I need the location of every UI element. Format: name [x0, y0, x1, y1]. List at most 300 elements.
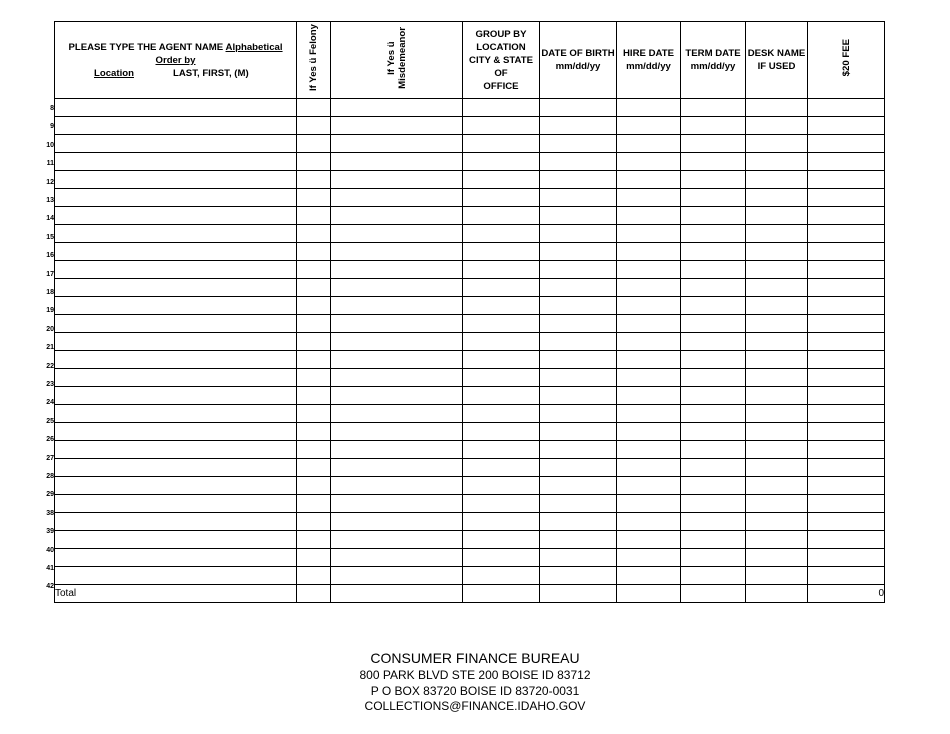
entry-cell[interactable]	[331, 369, 463, 387]
entry-cell[interactable]	[331, 279, 463, 297]
group-label-4: OFFICE	[483, 80, 519, 92]
entry-cell[interactable]	[463, 567, 540, 585]
entry-cell[interactable]	[540, 477, 617, 495]
entry-cell[interactable]	[540, 207, 617, 225]
entry-cell[interactable]	[617, 423, 681, 441]
entry-cell[interactable]	[297, 369, 331, 387]
entry-cell[interactable]	[55, 549, 297, 567]
entry-cell[interactable]	[540, 423, 617, 441]
entry-cell[interactable]	[540, 351, 617, 369]
entry-cell[interactable]	[540, 567, 617, 585]
entry-cell[interactable]	[55, 441, 297, 459]
entry-cell[interactable]	[681, 567, 746, 585]
row-number: 26	[46, 436, 54, 444]
entry-cell[interactable]	[617, 459, 681, 477]
entry-cell[interactable]	[297, 549, 331, 567]
entry-cell[interactable]	[540, 459, 617, 477]
entry-cell[interactable]	[331, 315, 463, 333]
dob-label: DATE OF BIRTH	[541, 48, 615, 59]
entry-cell[interactable]	[808, 171, 885, 189]
entry-cell[interactable]	[55, 207, 297, 225]
entry-cell[interactable]	[463, 495, 540, 513]
entry-cell[interactable]	[808, 387, 885, 405]
entry-cell[interactable]	[297, 171, 331, 189]
fee-label: $20 FEE	[840, 39, 852, 77]
header-hire-date	[617, 22, 681, 99]
table-row	[55, 567, 885, 585]
entry-cell[interactable]	[808, 225, 885, 243]
entry-cell[interactable]	[681, 117, 746, 135]
table-row	[55, 99, 885, 117]
total-cell	[540, 585, 617, 603]
entry-cell[interactable]	[681, 315, 746, 333]
entry-cell[interactable]	[331, 207, 463, 225]
entry-cell[interactable]	[463, 351, 540, 369]
entry-cell[interactable]	[55, 99, 297, 117]
total-cell	[617, 585, 681, 603]
row-number: 13	[46, 197, 54, 204]
entry-cell[interactable]	[55, 225, 297, 243]
group-label-3: CITY & STATE OF	[469, 54, 533, 79]
total-label: Total	[55, 585, 297, 603]
table-row	[55, 405, 885, 423]
entry-cell[interactable]	[297, 225, 331, 243]
table-row	[55, 513, 885, 531]
entry-cell[interactable]	[746, 369, 808, 387]
entry-cell[interactable]	[746, 207, 808, 225]
entry-cell[interactable]	[55, 567, 297, 585]
entry-cell[interactable]	[297, 279, 331, 297]
entry-cell[interactable]	[463, 531, 540, 549]
row-number: 28	[46, 473, 54, 480]
entry-cell[interactable]	[617, 405, 681, 423]
entry-cell[interactable]	[463, 333, 540, 351]
entry-cell[interactable]	[617, 171, 681, 189]
entry-cell[interactable]	[808, 333, 885, 351]
entry-cell[interactable]	[331, 261, 463, 279]
row-number: 42	[46, 583, 54, 591]
entry-cell[interactable]	[681, 351, 746, 369]
entry-cell[interactable]	[297, 351, 331, 369]
entry-cell[interactable]	[463, 207, 540, 225]
entry-cell[interactable]	[540, 153, 617, 171]
entry-cell[interactable]	[808, 351, 885, 369]
table-row	[55, 135, 885, 153]
entry-cell[interactable]	[331, 135, 463, 153]
entry-cell[interactable]	[297, 315, 331, 333]
entry-cell[interactable]	[808, 369, 885, 387]
header-term-date	[681, 22, 746, 99]
entry-cell[interactable]	[617, 549, 681, 567]
entry-cell[interactable]	[617, 495, 681, 513]
header-date-of-birth	[540, 22, 617, 99]
entry-cell[interactable]	[55, 477, 297, 495]
entry-cell[interactable]	[297, 207, 331, 225]
entry-cell[interactable]	[681, 225, 746, 243]
entry-cell[interactable]	[681, 549, 746, 567]
entry-cell[interactable]	[331, 423, 463, 441]
entry-cell[interactable]	[463, 513, 540, 531]
entry-cell[interactable]	[331, 549, 463, 567]
entry-cell[interactable]	[808, 513, 885, 531]
table-row	[55, 225, 885, 243]
entry-cell[interactable]	[808, 279, 885, 297]
entry-cell[interactable]	[617, 297, 681, 315]
entry-cell[interactable]	[463, 441, 540, 459]
entry-cell[interactable]	[297, 441, 331, 459]
table-row	[55, 189, 885, 207]
row-number: 17	[46, 270, 54, 278]
entry-cell[interactable]	[617, 387, 681, 405]
entry-cell[interactable]	[540, 189, 617, 207]
entry-cell[interactable]	[808, 441, 885, 459]
entry-cell[interactable]	[55, 513, 297, 531]
entry-cell[interactable]	[808, 315, 885, 333]
entry-cell[interactable]	[331, 405, 463, 423]
entry-cell[interactable]	[746, 477, 808, 495]
entry-cell[interactable]	[681, 207, 746, 225]
entry-cell[interactable]	[808, 531, 885, 549]
entry-cell[interactable]	[617, 189, 681, 207]
header-misdemeanor	[331, 22, 463, 99]
entry-cell[interactable]	[681, 279, 746, 297]
entry-cell[interactable]	[540, 495, 617, 513]
entry-cell[interactable]	[463, 279, 540, 297]
entry-cell[interactable]	[746, 153, 808, 171]
entry-cell[interactable]	[463, 549, 540, 567]
entry-cell[interactable]	[746, 423, 808, 441]
entry-cell[interactable]	[746, 387, 808, 405]
entry-cell[interactable]	[463, 225, 540, 243]
entry-cell[interactable]	[55, 387, 297, 405]
entry-cell[interactable]	[808, 261, 885, 279]
entry-cell[interactable]	[617, 567, 681, 585]
entry-cell[interactable]	[746, 495, 808, 513]
entry-cell[interactable]	[540, 549, 617, 567]
entry-cell[interactable]	[55, 315, 297, 333]
entry-cell[interactable]	[617, 315, 681, 333]
entry-cell[interactable]	[540, 135, 617, 153]
entry-cell[interactable]	[331, 441, 463, 459]
entry-cell[interactable]	[297, 387, 331, 405]
entry-cell[interactable]	[746, 351, 808, 369]
entry-cell[interactable]	[297, 117, 331, 135]
entry-cell[interactable]	[297, 423, 331, 441]
entry-cell[interactable]	[681, 261, 746, 279]
entry-cell[interactable]	[297, 189, 331, 207]
entry-cell[interactable]	[55, 279, 297, 297]
entry-cell[interactable]	[617, 135, 681, 153]
entry-cell[interactable]	[540, 531, 617, 549]
header-agent-name	[55, 22, 297, 99]
entry-cell[interactable]	[617, 477, 681, 495]
entry-cell[interactable]	[331, 333, 463, 351]
agent-form	[54, 21, 885, 603]
entry-cell[interactable]	[297, 513, 331, 531]
entry-cell[interactable]	[463, 423, 540, 441]
entry-cell[interactable]	[617, 531, 681, 549]
hire-label: HIRE DATE	[623, 48, 674, 59]
entry-cell[interactable]	[808, 99, 885, 117]
row-number: 22	[46, 362, 54, 370]
entry-cell[interactable]	[55, 459, 297, 477]
entry-cell[interactable]	[746, 567, 808, 585]
term-format: mm/dd/yy	[690, 61, 736, 72]
entry-cell[interactable]	[297, 531, 331, 549]
entry-cell[interactable]	[746, 225, 808, 243]
entry-cell[interactable]	[746, 513, 808, 531]
entry-cell[interactable]	[55, 153, 297, 171]
row-number: 14	[46, 215, 54, 223]
entry-cell[interactable]	[463, 153, 540, 171]
desk-format: IF USED	[757, 61, 796, 72]
entry-cell[interactable]	[331, 567, 463, 585]
row-number: 8	[50, 105, 54, 112]
entry-cell[interactable]	[331, 477, 463, 495]
entry-cell[interactable]	[681, 405, 746, 423]
entry-cell[interactable]	[617, 117, 681, 135]
term-label: TERM DATE	[685, 48, 741, 59]
entry-cell[interactable]	[331, 531, 463, 549]
row-number: 18	[46, 289, 54, 296]
entry-cell[interactable]	[746, 459, 808, 477]
entry-cell[interactable]	[540, 243, 617, 261]
entry-cell[interactable]	[463, 189, 540, 207]
entry-cell[interactable]	[681, 99, 746, 117]
entry-cell[interactable]	[331, 495, 463, 513]
entry-cell[interactable]	[540, 513, 617, 531]
entry-cell[interactable]	[746, 531, 808, 549]
entry-cell[interactable]	[746, 189, 808, 207]
entry-cell[interactable]	[331, 459, 463, 477]
entry-cell[interactable]	[297, 297, 331, 315]
entry-cell[interactable]	[55, 117, 297, 135]
entry-cell[interactable]	[617, 333, 681, 351]
entry-cell[interactable]	[331, 513, 463, 531]
entry-cell[interactable]	[297, 477, 331, 495]
entry-cell[interactable]	[55, 423, 297, 441]
entry-cell[interactable]	[681, 333, 746, 351]
entry-cell[interactable]	[55, 171, 297, 189]
header-row	[55, 22, 885, 99]
table-row	[55, 243, 885, 261]
entry-cell[interactable]	[617, 207, 681, 225]
entry-cell[interactable]	[540, 441, 617, 459]
entry-cell[interactable]	[746, 405, 808, 423]
entry-cell[interactable]	[297, 99, 331, 117]
header-felony	[297, 22, 331, 99]
entry-cell[interactable]	[617, 153, 681, 171]
entry-cell[interactable]	[746, 297, 808, 315]
entry-cell[interactable]	[331, 243, 463, 261]
entry-cell[interactable]	[746, 315, 808, 333]
entry-cell[interactable]	[331, 117, 463, 135]
bureau-title: CONSUMER FINANCE BUREAU	[370, 650, 580, 666]
entry-cell[interactable]	[463, 243, 540, 261]
entry-cell[interactable]	[463, 261, 540, 279]
entry-cell[interactable]	[540, 171, 617, 189]
entry-cell[interactable]	[746, 261, 808, 279]
entry-cell[interactable]	[808, 405, 885, 423]
row-number: 29	[46, 491, 54, 499]
entry-cell[interactable]	[463, 459, 540, 477]
entry-cell[interactable]	[681, 171, 746, 189]
entry-cell[interactable]	[540, 333, 617, 351]
entry-cell[interactable]	[617, 351, 681, 369]
entry-cell[interactable]	[463, 135, 540, 153]
row-number: 38	[46, 509, 54, 517]
entry-cell[interactable]	[540, 117, 617, 135]
entry-cell[interactable]	[540, 261, 617, 279]
row-number: 39	[46, 528, 54, 536]
entry-cell[interactable]	[808, 243, 885, 261]
entry-cell[interactable]	[681, 459, 746, 477]
entry-cell[interactable]	[463, 297, 540, 315]
entry-cell[interactable]	[681, 441, 746, 459]
table-row	[55, 441, 885, 459]
entry-cell[interactable]	[55, 405, 297, 423]
agent-prefix: PLEASE TYPE THE AGENT NAME	[68, 41, 226, 53]
entry-cell[interactable]	[746, 243, 808, 261]
entry-cell[interactable]	[540, 369, 617, 387]
entry-cell[interactable]	[808, 135, 885, 153]
bureau-address-2: P O BOX 83720 BOISE ID 83720-0031	[370, 683, 580, 698]
table-row	[55, 459, 885, 477]
entry-cell[interactable]	[808, 153, 885, 171]
entry-cell[interactable]	[746, 441, 808, 459]
bureau-footer	[0, 648, 950, 715]
entry-cell[interactable]	[681, 495, 746, 513]
entry-cell[interactable]	[297, 135, 331, 153]
entry-cell[interactable]	[808, 459, 885, 477]
entry-cell[interactable]	[808, 567, 885, 585]
entry-cell[interactable]	[746, 135, 808, 153]
entry-cell[interactable]	[617, 225, 681, 243]
entry-cell[interactable]	[746, 549, 808, 567]
entry-cell[interactable]	[540, 279, 617, 297]
entry-cell[interactable]	[463, 315, 540, 333]
entry-cell[interactable]	[808, 189, 885, 207]
entry-cell[interactable]	[681, 153, 746, 171]
entry-cell[interactable]	[540, 387, 617, 405]
entry-cell[interactable]	[681, 477, 746, 495]
entry-cell[interactable]	[331, 225, 463, 243]
entry-cell[interactable]	[463, 99, 540, 117]
entry-cell[interactable]	[681, 297, 746, 315]
entry-cell[interactable]	[808, 207, 885, 225]
entry-cell[interactable]	[808, 477, 885, 495]
entry-cell[interactable]	[617, 261, 681, 279]
entry-cell[interactable]	[681, 423, 746, 441]
entry-cell[interactable]	[617, 279, 681, 297]
entry-cell[interactable]	[617, 441, 681, 459]
agent-table	[54, 21, 885, 603]
entry-cell[interactable]	[463, 369, 540, 387]
entry-cell[interactable]	[540, 405, 617, 423]
entry-cell[interactable]	[681, 387, 746, 405]
entry-cell[interactable]	[297, 243, 331, 261]
entry-cell[interactable]	[331, 153, 463, 171]
entry-cell[interactable]	[297, 405, 331, 423]
entry-cell[interactable]	[331, 99, 463, 117]
entry-cell[interactable]	[681, 243, 746, 261]
entry-cell[interactable]	[681, 513, 746, 531]
entry-cell[interactable]	[331, 297, 463, 315]
entry-cell[interactable]	[746, 171, 808, 189]
entry-cell[interactable]	[297, 333, 331, 351]
entry-cell[interactable]	[617, 243, 681, 261]
entry-cell[interactable]	[808, 549, 885, 567]
entry-cell[interactable]	[746, 333, 808, 351]
entry-cell[interactable]	[746, 279, 808, 297]
entry-cell[interactable]	[55, 351, 297, 369]
header-group-location	[463, 22, 540, 99]
entry-cell[interactable]	[617, 99, 681, 117]
entry-cell[interactable]	[681, 189, 746, 207]
entry-cell[interactable]	[681, 369, 746, 387]
entry-cell[interactable]	[540, 225, 617, 243]
header-fee	[808, 22, 885, 99]
entry-cell[interactable]	[55, 189, 297, 207]
entry-cell[interactable]	[808, 423, 885, 441]
row-number: 24	[46, 399, 54, 407]
entry-cell[interactable]	[331, 171, 463, 189]
entry-cell[interactable]	[540, 315, 617, 333]
entry-cell[interactable]	[463, 117, 540, 135]
entry-cell[interactable]	[746, 99, 808, 117]
misdemeanor-label-1: If Yes ü	[385, 41, 397, 75]
entry-cell[interactable]	[746, 117, 808, 135]
entry-cell[interactable]	[681, 531, 746, 549]
row-number: 16	[46, 252, 54, 260]
group-label-1: GROUP BY	[475, 28, 527, 40]
entry-cell[interactable]	[540, 99, 617, 117]
dob-format: mm/dd/yy	[555, 61, 601, 72]
entry-cell[interactable]	[808, 495, 885, 513]
entry-cell[interactable]	[55, 531, 297, 549]
entry-cell[interactable]	[331, 351, 463, 369]
entry-cell[interactable]	[463, 405, 540, 423]
row-number: 21	[46, 344, 54, 352]
entry-cell[interactable]	[331, 189, 463, 207]
entry-cell[interactable]	[463, 477, 540, 495]
entry-cell[interactable]	[540, 297, 617, 315]
misdemeanor-label-2: Misdemeanor	[396, 27, 408, 89]
entry-cell[interactable]	[55, 261, 297, 279]
entry-cell[interactable]	[55, 243, 297, 261]
row-number: 12	[46, 178, 54, 186]
hire-format: mm/dd/yy	[626, 61, 671, 72]
entry-cell[interactable]	[55, 495, 297, 513]
entry-cell[interactable]	[808, 117, 885, 135]
entry-cell[interactable]	[681, 135, 746, 153]
entry-cell[interactable]	[297, 495, 331, 513]
entry-cell[interactable]	[55, 333, 297, 351]
entry-cell[interactable]	[617, 369, 681, 387]
entry-cell[interactable]	[297, 459, 331, 477]
entry-cell[interactable]	[463, 171, 540, 189]
entry-cell[interactable]	[331, 387, 463, 405]
entry-cell[interactable]	[297, 261, 331, 279]
entry-cell[interactable]	[55, 135, 297, 153]
entry-cell[interactable]	[297, 567, 331, 585]
entry-cell[interactable]	[55, 369, 297, 387]
entry-cell[interactable]	[297, 153, 331, 171]
entry-cell[interactable]	[55, 297, 297, 315]
entry-cell[interactable]	[808, 297, 885, 315]
entry-cell[interactable]	[463, 387, 540, 405]
entry-cell[interactable]	[617, 513, 681, 531]
